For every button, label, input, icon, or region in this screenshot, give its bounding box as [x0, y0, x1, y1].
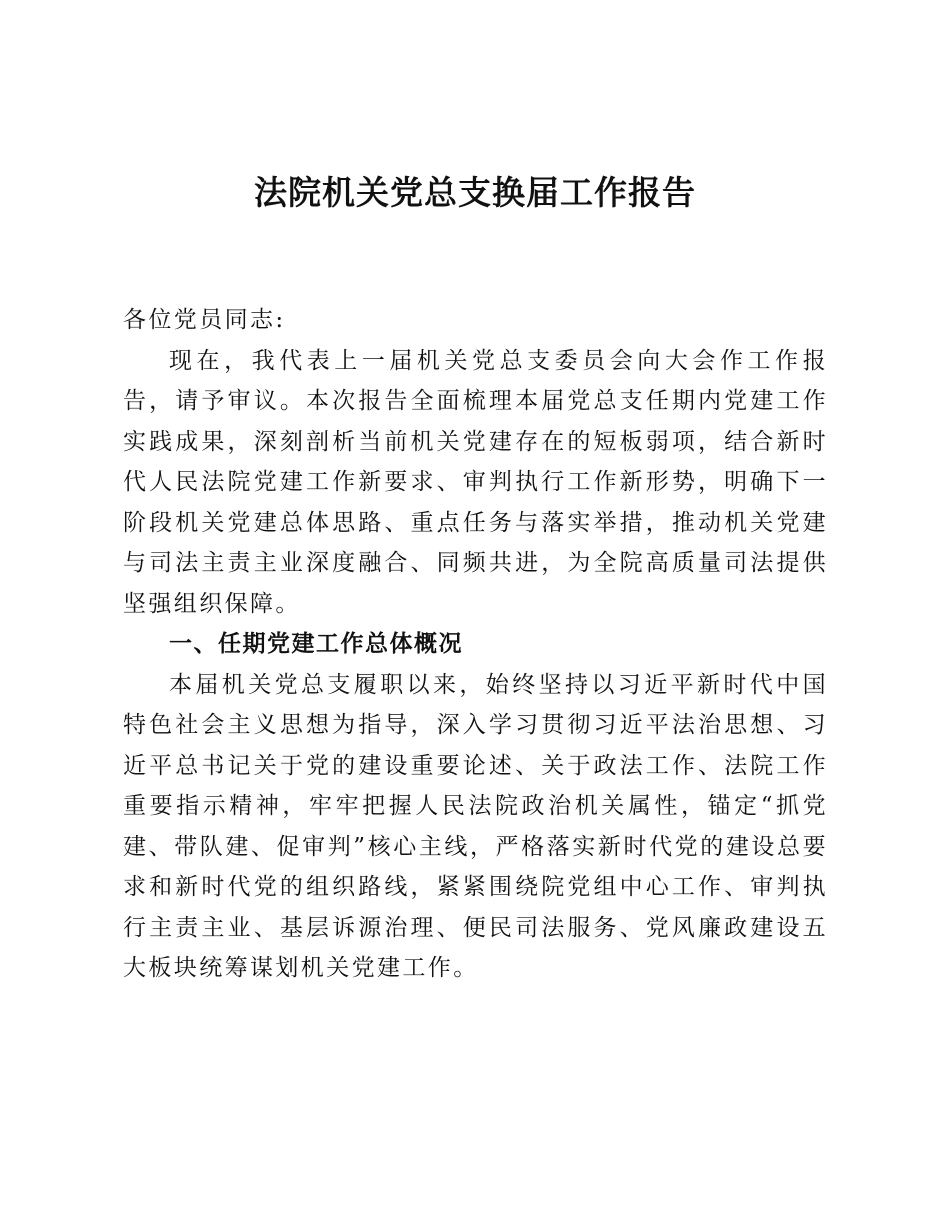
intro-paragraph: 现在，我代表上一届机关党总支委员会向大会作工作报告，请予审议。本次报告全面梳理本届党总支任期内党建工作实践成果，深刻剖析当前机关党建存在的短板弱项，结合新时代人民法院党建工作新要求、审判执行工作新形势，明确下一阶段机关党建总体思路、重点任务与落实举措，推动机关党建与司法主责主业深度融合、同频共进，为全院高质量司法提供坚强组织保障。: [123, 347, 828, 617]
greeting-line: 各位党员同志:: [123, 307, 286, 333]
document-body: [123, 300, 828, 989]
document-title: 法院机关党总支换届工作报告: [254, 173, 696, 212]
section-paragraph: 本届机关党总支履职以来，始终坚持以习近平新时代中国特色社会主义思想为指导，深入学习贯彻习近平法治思想、习近平总书记关于党的建设重要论述、关于政法工作、法院工作重要指示精神，牢牢把握人民法院政治机关属性，锚定“抓党建、带队建、促审判”核心主线，严格落实新时代党的建设总要求和新时代党的组织路线，紧紧围绕院党组中心工作、审判执行主责主业、基层诉源治理、便民司法服务、党风廉政建设五大板块统筹谋划机关党建工作。: [123, 671, 828, 981]
section-heading: 一、任期党建工作总体概况: [169, 631, 463, 657]
